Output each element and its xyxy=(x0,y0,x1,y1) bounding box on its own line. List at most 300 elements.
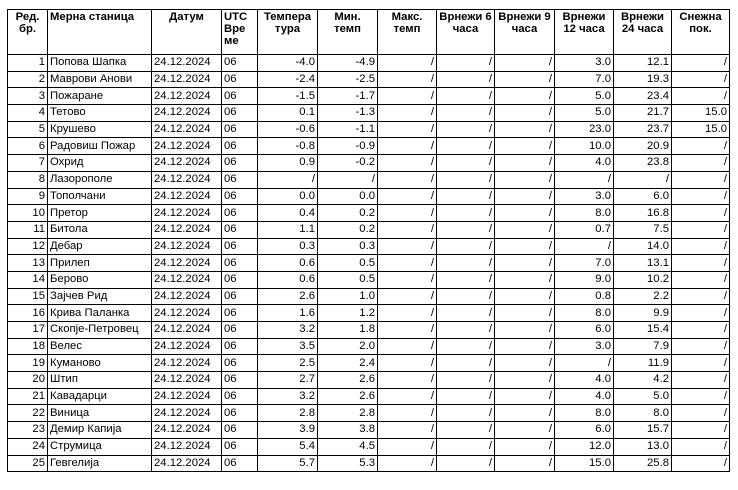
cell-utc-time: 06 xyxy=(222,438,258,455)
cell-utc-time: 06 xyxy=(222,71,258,88)
table-row xyxy=(8,88,730,105)
cell-snow-cover: / xyxy=(672,155,730,172)
cell-precip-24h: 13.0 xyxy=(614,438,672,455)
cell-number: 12 xyxy=(8,238,48,255)
cell-station: Лазорополе xyxy=(48,171,152,188)
cell-station: Тетово xyxy=(48,105,152,122)
cell-min-temp: 0.0 xyxy=(318,188,378,205)
cell-min-temp: -1.1 xyxy=(318,121,378,138)
cell-precip-24h: 14.0 xyxy=(614,238,672,255)
cell-number: 4 xyxy=(8,105,48,122)
cell-date: 24.12.2024 xyxy=(152,255,222,272)
cell-precip-12h: 6.0 xyxy=(555,322,614,339)
cell-max-temp: / xyxy=(378,255,437,272)
cell-precip-6h: / xyxy=(437,405,495,422)
cell-precip-9h: / xyxy=(495,305,555,322)
cell-precip-9h: / xyxy=(495,238,555,255)
table-row xyxy=(8,105,730,122)
cell-number: 15 xyxy=(8,288,48,305)
cell-temperature: -2.4 xyxy=(258,71,318,88)
cell-temperature: 5.7 xyxy=(258,455,318,472)
cell-station: Пожаране xyxy=(48,88,152,105)
cell-date: 24.12.2024 xyxy=(152,322,222,339)
cell-precip-12h: 8.0 xyxy=(555,405,614,422)
cell-utc-time: 06 xyxy=(222,55,258,72)
cell-precip-9h: / xyxy=(495,405,555,422)
cell-min-temp: -2.5 xyxy=(318,71,378,88)
cell-precip-6h: / xyxy=(437,372,495,389)
cell-snow-cover: / xyxy=(672,138,730,155)
cell-max-temp: / xyxy=(378,388,437,405)
cell-precip-24h: 19.3 xyxy=(614,71,672,88)
cell-date: 24.12.2024 xyxy=(152,155,222,172)
cell-date: 24.12.2024 xyxy=(152,355,222,372)
cell-max-temp: / xyxy=(378,305,437,322)
cell-date: 24.12.2024 xyxy=(152,121,222,138)
cell-number: 22 xyxy=(8,405,48,422)
table-row xyxy=(8,455,730,472)
cell-precip-6h: / xyxy=(437,105,495,122)
table-row xyxy=(8,438,730,455)
cell-precip-12h: 0.8 xyxy=(555,288,614,305)
table-row xyxy=(8,388,730,405)
cell-precip-12h: 4.0 xyxy=(555,388,614,405)
cell-number: 1 xyxy=(8,55,48,72)
cell-precip-24h: 13.1 xyxy=(614,255,672,272)
cell-min-temp: 2.6 xyxy=(318,388,378,405)
cell-precip-9h: / xyxy=(495,138,555,155)
cell-snow-cover: / xyxy=(672,405,730,422)
table-row xyxy=(8,255,730,272)
cell-min-temp: 2.0 xyxy=(318,338,378,355)
cell-precip-24h: 4.2 xyxy=(614,372,672,389)
cell-date: 24.12.2024 xyxy=(152,55,222,72)
cell-number: 6 xyxy=(8,138,48,155)
cell-precip-12h: 4.0 xyxy=(555,155,614,172)
cell-precip-12h: 12.0 xyxy=(555,438,614,455)
cell-precip-9h: / xyxy=(495,71,555,88)
cell-date: 24.12.2024 xyxy=(152,372,222,389)
cell-number: 23 xyxy=(8,422,48,439)
cell-utc-time: 06 xyxy=(222,372,258,389)
cell-utc-time: 06 xyxy=(222,171,258,188)
cell-precip-6h: / xyxy=(437,205,495,222)
cell-precip-24h: 7.5 xyxy=(614,221,672,238)
cell-number: 11 xyxy=(8,221,48,238)
cell-max-temp: / xyxy=(378,71,437,88)
cell-station: Претор xyxy=(48,205,152,222)
header-cell-precip-6h: Врнежи 6 часа xyxy=(437,10,495,55)
cell-snow-cover: / xyxy=(672,221,730,238)
cell-min-temp: -0.9 xyxy=(318,138,378,155)
cell-max-temp: / xyxy=(378,221,437,238)
header-cell-precip-24h: Врнежи 24 часа xyxy=(614,10,672,55)
cell-utc-time: 06 xyxy=(222,188,258,205)
cell-precip-12h: 8.0 xyxy=(555,205,614,222)
cell-precip-9h: / xyxy=(495,205,555,222)
cell-precip-12h: 23.0 xyxy=(555,121,614,138)
cell-precip-6h: / xyxy=(437,438,495,455)
cell-date: 24.12.2024 xyxy=(152,305,222,322)
cell-precip-24h: 8.0 xyxy=(614,405,672,422)
cell-temperature: 0.4 xyxy=(258,205,318,222)
cell-max-temp: / xyxy=(378,155,437,172)
cell-max-temp: / xyxy=(378,88,437,105)
cell-temperature: 5.4 xyxy=(258,438,318,455)
cell-precip-24h: 20.9 xyxy=(614,138,672,155)
cell-number: 16 xyxy=(8,305,48,322)
cell-utc-time: 06 xyxy=(222,338,258,355)
cell-min-temp: 0.5 xyxy=(318,255,378,272)
cell-max-temp: / xyxy=(378,338,437,355)
cell-snow-cover: / xyxy=(672,438,730,455)
cell-snow-cover: / xyxy=(672,255,730,272)
cell-date: 24.12.2024 xyxy=(152,88,222,105)
cell-date: 24.12.2024 xyxy=(152,422,222,439)
cell-station: Демир Капија xyxy=(48,422,152,439)
cell-utc-time: 06 xyxy=(222,288,258,305)
cell-station: Кавадарци xyxy=(48,388,152,405)
cell-precip-9h: / xyxy=(495,288,555,305)
cell-number: 20 xyxy=(8,372,48,389)
cell-snow-cover: / xyxy=(672,422,730,439)
cell-station: Берово xyxy=(48,271,152,288)
cell-max-temp: / xyxy=(378,138,437,155)
cell-max-temp: / xyxy=(378,288,437,305)
cell-temperature: 1.1 xyxy=(258,221,318,238)
table-row xyxy=(8,238,730,255)
cell-precip-9h: / xyxy=(495,121,555,138)
table-row xyxy=(8,71,730,88)
cell-max-temp: / xyxy=(378,322,437,339)
cell-temperature: -4.0 xyxy=(258,55,318,72)
cell-precip-6h: / xyxy=(437,138,495,155)
cell-station: Велес xyxy=(48,338,152,355)
cell-snow-cover: 15.0 xyxy=(672,105,730,122)
cell-precip-9h: / xyxy=(495,221,555,238)
header-cell-temperature: Темпера тура xyxy=(258,10,318,55)
cell-number: 21 xyxy=(8,388,48,405)
cell-utc-time: 06 xyxy=(222,455,258,472)
weather-table-container xyxy=(7,9,730,472)
cell-date: 24.12.2024 xyxy=(152,338,222,355)
cell-precip-6h: / xyxy=(437,255,495,272)
cell-min-temp: 2.8 xyxy=(318,405,378,422)
cell-precip-6h: / xyxy=(437,338,495,355)
cell-precip-24h: 5.0 xyxy=(614,388,672,405)
cell-precip-9h: / xyxy=(495,422,555,439)
cell-precip-12h: 3.0 xyxy=(555,55,614,72)
cell-precip-24h: 2.2 xyxy=(614,288,672,305)
cell-precip-24h: 16.8 xyxy=(614,205,672,222)
table-row xyxy=(8,322,730,339)
cell-min-temp: 0.2 xyxy=(318,221,378,238)
cell-snow-cover: / xyxy=(672,372,730,389)
cell-temperature: 3.2 xyxy=(258,388,318,405)
cell-precip-12h: / xyxy=(555,355,614,372)
cell-min-temp: 1.0 xyxy=(318,288,378,305)
cell-min-temp: 3.8 xyxy=(318,422,378,439)
cell-precip-9h: / xyxy=(495,455,555,472)
cell-temperature: 0.1 xyxy=(258,105,318,122)
cell-utc-time: 06 xyxy=(222,88,258,105)
cell-snow-cover: / xyxy=(672,322,730,339)
cell-precip-12h: 5.0 xyxy=(555,105,614,122)
cell-utc-time: 06 xyxy=(222,422,258,439)
cell-max-temp: / xyxy=(378,455,437,472)
cell-min-temp: -1.7 xyxy=(318,88,378,105)
table-row xyxy=(8,271,730,288)
table-row xyxy=(8,171,730,188)
cell-precip-9h: / xyxy=(495,388,555,405)
cell-utc-time: 06 xyxy=(222,138,258,155)
table-row xyxy=(8,205,730,222)
cell-max-temp: / xyxy=(378,355,437,372)
cell-snow-cover: / xyxy=(672,288,730,305)
table-row xyxy=(8,405,730,422)
cell-precip-6h: / xyxy=(437,55,495,72)
cell-temperature: 2.6 xyxy=(258,288,318,305)
cell-number: 9 xyxy=(8,188,48,205)
cell-precip-9h: / xyxy=(495,171,555,188)
cell-utc-time: 06 xyxy=(222,238,258,255)
cell-snow-cover: / xyxy=(672,88,730,105)
cell-station: Охрид xyxy=(48,155,152,172)
cell-temperature: 3.2 xyxy=(258,322,318,339)
cell-number: 17 xyxy=(8,322,48,339)
cell-station: Попова Шапка xyxy=(48,55,152,72)
cell-max-temp: / xyxy=(378,422,437,439)
cell-number: 3 xyxy=(8,88,48,105)
cell-utc-time: 06 xyxy=(222,105,258,122)
cell-temperature: -0.8 xyxy=(258,138,318,155)
cell-temperature: 2.8 xyxy=(258,405,318,422)
table-row xyxy=(8,305,730,322)
cell-date: 24.12.2024 xyxy=(152,171,222,188)
cell-temperature: 2.5 xyxy=(258,355,318,372)
cell-precip-12h: / xyxy=(555,238,614,255)
cell-snow-cover: / xyxy=(672,55,730,72)
table-row xyxy=(8,288,730,305)
cell-min-temp: -4.9 xyxy=(318,55,378,72)
cell-temperature: / xyxy=(258,171,318,188)
cell-min-temp: 0.2 xyxy=(318,205,378,222)
header-cell-min-temp: Мин. темп xyxy=(318,10,378,55)
cell-date: 24.12.2024 xyxy=(152,405,222,422)
cell-station: Маврови Анови xyxy=(48,71,152,88)
table-row xyxy=(8,138,730,155)
cell-precip-9h: / xyxy=(495,372,555,389)
table-row xyxy=(8,55,730,72)
cell-precip-6h: / xyxy=(437,322,495,339)
weather-stations-table xyxy=(7,9,730,472)
cell-precip-12h: 8.0 xyxy=(555,305,614,322)
cell-temperature: 0.3 xyxy=(258,238,318,255)
cell-date: 24.12.2024 xyxy=(152,71,222,88)
cell-temperature: 1.6 xyxy=(258,305,318,322)
cell-precip-24h: 23.4 xyxy=(614,88,672,105)
cell-temperature: -1.5 xyxy=(258,88,318,105)
cell-precip-12h: 10.0 xyxy=(555,138,614,155)
table-row xyxy=(8,355,730,372)
cell-precip-12h: 5.0 xyxy=(555,88,614,105)
cell-precip-9h: / xyxy=(495,355,555,372)
cell-precip-24h: 21.7 xyxy=(614,105,672,122)
cell-date: 24.12.2024 xyxy=(152,288,222,305)
cell-min-temp: 2.6 xyxy=(318,372,378,389)
cell-precip-12h: 3.0 xyxy=(555,188,614,205)
cell-utc-time: 06 xyxy=(222,155,258,172)
cell-min-temp: 1.2 xyxy=(318,305,378,322)
cell-min-temp: 2.4 xyxy=(318,355,378,372)
cell-temperature: 0.9 xyxy=(258,155,318,172)
cell-number: 8 xyxy=(8,171,48,188)
cell-number: 24 xyxy=(8,438,48,455)
cell-precip-9h: / xyxy=(495,155,555,172)
cell-precip-24h: 23.8 xyxy=(614,155,672,172)
cell-snow-cover: / xyxy=(672,271,730,288)
cell-max-temp: / xyxy=(378,55,437,72)
cell-station: Прилеп xyxy=(48,255,152,272)
table-row xyxy=(8,338,730,355)
cell-max-temp: / xyxy=(378,438,437,455)
cell-snow-cover: / xyxy=(672,455,730,472)
cell-date: 24.12.2024 xyxy=(152,238,222,255)
cell-precip-6h: / xyxy=(437,305,495,322)
table-row xyxy=(8,121,730,138)
cell-max-temp: / xyxy=(378,121,437,138)
cell-number: 7 xyxy=(8,155,48,172)
cell-precip-6h: / xyxy=(437,188,495,205)
cell-precip-9h: / xyxy=(495,88,555,105)
table-row xyxy=(8,155,730,172)
cell-snow-cover: / xyxy=(672,71,730,88)
cell-utc-time: 06 xyxy=(222,388,258,405)
cell-number: 25 xyxy=(8,455,48,472)
cell-snow-cover: / xyxy=(672,305,730,322)
cell-precip-6h: / xyxy=(437,88,495,105)
cell-precip-9h: / xyxy=(495,438,555,455)
cell-snow-cover: / xyxy=(672,388,730,405)
cell-temperature: 3.5 xyxy=(258,338,318,355)
cell-date: 24.12.2024 xyxy=(152,221,222,238)
cell-precip-9h: / xyxy=(495,271,555,288)
cell-temperature: -0.6 xyxy=(258,121,318,138)
cell-number: 14 xyxy=(8,271,48,288)
header-cell-max-temp: Макс. темп xyxy=(378,10,437,55)
cell-number: 10 xyxy=(8,205,48,222)
cell-utc-time: 06 xyxy=(222,405,258,422)
cell-station: Гевгелија xyxy=(48,455,152,472)
cell-precip-9h: / xyxy=(495,255,555,272)
cell-precip-24h: 6.0 xyxy=(614,188,672,205)
cell-precip-12h: 0.7 xyxy=(555,221,614,238)
cell-precip-24h: 15.4 xyxy=(614,322,672,339)
cell-precip-6h: / xyxy=(437,455,495,472)
cell-precip-6h: / xyxy=(437,271,495,288)
cell-precip-6h: / xyxy=(437,422,495,439)
cell-date: 24.12.2024 xyxy=(152,455,222,472)
cell-precip-24h: 23.7 xyxy=(614,121,672,138)
cell-station: Штип xyxy=(48,372,152,389)
cell-snow-cover: / xyxy=(672,355,730,372)
cell-precip-9h: / xyxy=(495,188,555,205)
table-row xyxy=(8,188,730,205)
cell-max-temp: / xyxy=(378,405,437,422)
cell-precip-6h: / xyxy=(437,355,495,372)
cell-station: Струмица xyxy=(48,438,152,455)
cell-max-temp: / xyxy=(378,372,437,389)
cell-precip-24h: 10.2 xyxy=(614,271,672,288)
cell-min-temp: 5.3 xyxy=(318,455,378,472)
cell-precip-6h: / xyxy=(437,71,495,88)
cell-temperature: 0.6 xyxy=(258,271,318,288)
header-cell-snow-cover: Снежна пок. xyxy=(672,10,730,55)
cell-snow-cover: / xyxy=(672,188,730,205)
cell-date: 24.12.2024 xyxy=(152,188,222,205)
table-body xyxy=(8,55,730,472)
cell-min-temp: 4.5 xyxy=(318,438,378,455)
table-row xyxy=(8,372,730,389)
cell-precip-6h: / xyxy=(437,171,495,188)
cell-date: 24.12.2024 xyxy=(152,271,222,288)
cell-station: Крушево xyxy=(48,121,152,138)
cell-precip-9h: / xyxy=(495,55,555,72)
cell-max-temp: / xyxy=(378,188,437,205)
cell-temperature: 2.7 xyxy=(258,372,318,389)
cell-utc-time: 06 xyxy=(222,121,258,138)
cell-station: Виница xyxy=(48,405,152,422)
cell-date: 24.12.2024 xyxy=(152,388,222,405)
cell-precip-12h: 4.0 xyxy=(555,372,614,389)
cell-max-temp: / xyxy=(378,205,437,222)
cell-number: 19 xyxy=(8,355,48,372)
cell-utc-time: 06 xyxy=(222,271,258,288)
cell-date: 24.12.2024 xyxy=(152,105,222,122)
cell-number: 2 xyxy=(8,71,48,88)
header-cell-utc-time: UTC Вре ме xyxy=(222,10,258,55)
cell-utc-time: 06 xyxy=(222,255,258,272)
cell-min-temp: -0.2 xyxy=(318,155,378,172)
cell-snow-cover: 15.0 xyxy=(672,121,730,138)
cell-station: Битола xyxy=(48,221,152,238)
table-row xyxy=(8,221,730,238)
cell-station: Куманово xyxy=(48,355,152,372)
header-cell-number: Ред. бр. xyxy=(8,10,48,55)
cell-snow-cover: / xyxy=(672,338,730,355)
cell-precip-6h: / xyxy=(437,388,495,405)
cell-precip-12h: 7.0 xyxy=(555,255,614,272)
cell-precip-24h: 9.9 xyxy=(614,305,672,322)
cell-min-temp: -1.3 xyxy=(318,105,378,122)
cell-precip-24h: 11.9 xyxy=(614,355,672,372)
cell-number: 13 xyxy=(8,255,48,272)
cell-date: 24.12.2024 xyxy=(152,438,222,455)
cell-precip-6h: / xyxy=(437,121,495,138)
cell-precip-6h: / xyxy=(437,221,495,238)
cell-precip-24h: / xyxy=(614,171,672,188)
cell-temperature: 0.6 xyxy=(258,255,318,272)
header-row xyxy=(8,10,730,55)
header-cell-precip-9h: Врнежи 9 часа xyxy=(495,10,555,55)
cell-date: 24.12.2024 xyxy=(152,205,222,222)
cell-station: Крива Паланка xyxy=(48,305,152,322)
cell-precip-12h: 7.0 xyxy=(555,71,614,88)
cell-precip-6h: / xyxy=(437,288,495,305)
cell-min-temp: 0.3 xyxy=(318,238,378,255)
cell-station: Скопје-Петровец xyxy=(48,322,152,339)
cell-utc-time: 06 xyxy=(222,322,258,339)
